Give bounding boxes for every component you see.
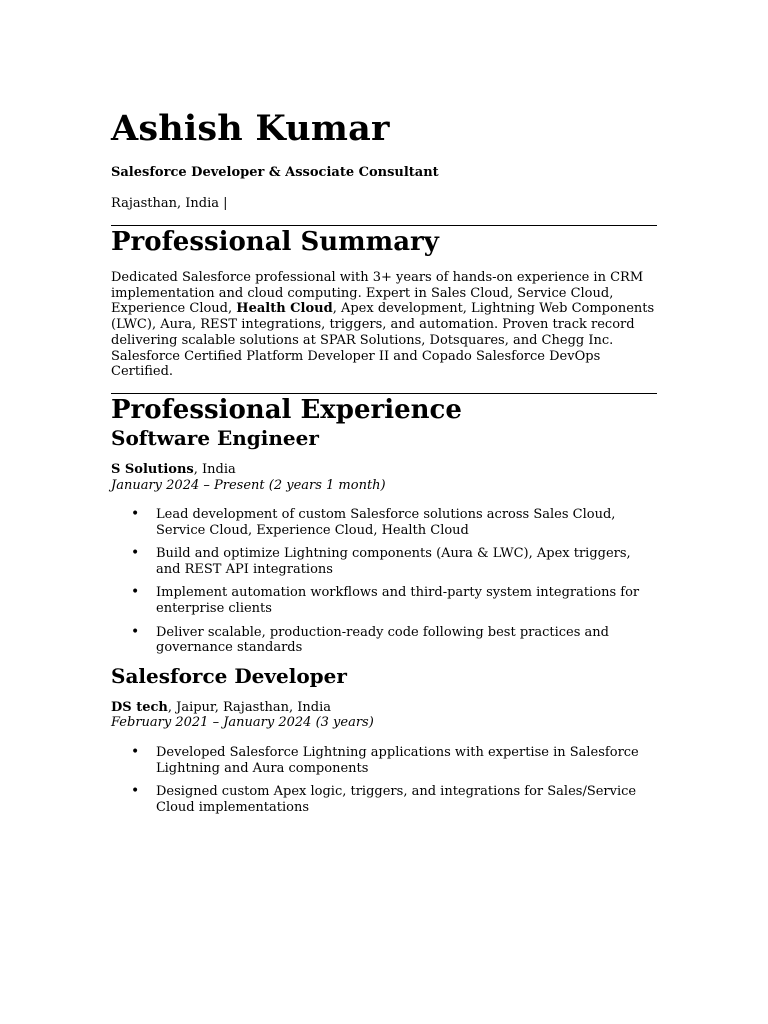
bullet-item: • Implement automation workflows and third-party system integrations for enterprise clients (111, 585, 657, 616)
job-company: DS tech (111, 699, 168, 715)
experience-heading: Professional Experience (111, 394, 462, 425)
job-company: S Solutions (111, 461, 194, 477)
job-entry-software-engineer (111, 426, 657, 656)
summary-text-part-2: , Apex development, Lightning Web Components (LWC), Aura, REST integrations, triggers, and automation. Proven track record delivering scalable solutions at SPAR Solutions, Dotsquares, and Chegg Inc. Salesforce Certified Platform Developer II and Copado Salesforce DevOps Certified. (111, 301, 655, 380)
bullet-item: • Lead development of custom Salesforce solutions across Sales Cloud, Service Cloud, Experience Cloud, Health Cloud (111, 507, 657, 538)
job-role: Software Engineer (111, 425, 319, 450)
candidate-name: Ashish Kumar (111, 108, 390, 149)
candidate-location: Rajasthan, India | (111, 196, 228, 211)
job-entry-salesforce-developer (111, 664, 657, 816)
job-dates: February 2021 – January 2024 (3 years) (111, 715, 374, 731)
bullet-item: • Developed Salesforce Lightning applications with expertise in Salesforce Lightning and Aura components (111, 745, 657, 776)
candidate-title: Salesforce Developer & Associate Consultant (111, 165, 439, 180)
job-role: Salesforce Developer (111, 663, 347, 688)
resume-content (111, 108, 657, 823)
bullet-item: • Deliver scalable, production-ready code following best practices and governance standards (111, 625, 657, 656)
job-dates: January 2024 – Present (2 years 1 month) (111, 477, 386, 493)
experience-section (111, 394, 657, 816)
bullet-item: • Build and optimize Lightning components (Aura & LWC), Apex triggers, and REST API integrations (111, 546, 657, 577)
summary-heading: Professional Summary (111, 227, 439, 257)
job-company-line (111, 462, 657, 478)
summary-text-part-1: Dedicated Salesforce professional with 3+ years of hands-on experience in CRM implementation and cloud computing. Expert in Sales Cloud, Service Cloud, Experience Cloud, (111, 270, 644, 317)
summary-text-highlight: Health Cloud (236, 301, 333, 317)
job-place: , India (193, 461, 236, 477)
summary-section (111, 226, 657, 380)
job-company-line (111, 700, 657, 716)
job-bullets (111, 507, 657, 656)
job-bullets (111, 745, 657, 815)
bullet-item: • Designed custom Apex logic, triggers, and integrations for Sales/Service Cloud implementations (111, 784, 657, 815)
summary-text (111, 270, 657, 380)
job-place: , Jaipur, Rajasthan, India (167, 699, 331, 715)
